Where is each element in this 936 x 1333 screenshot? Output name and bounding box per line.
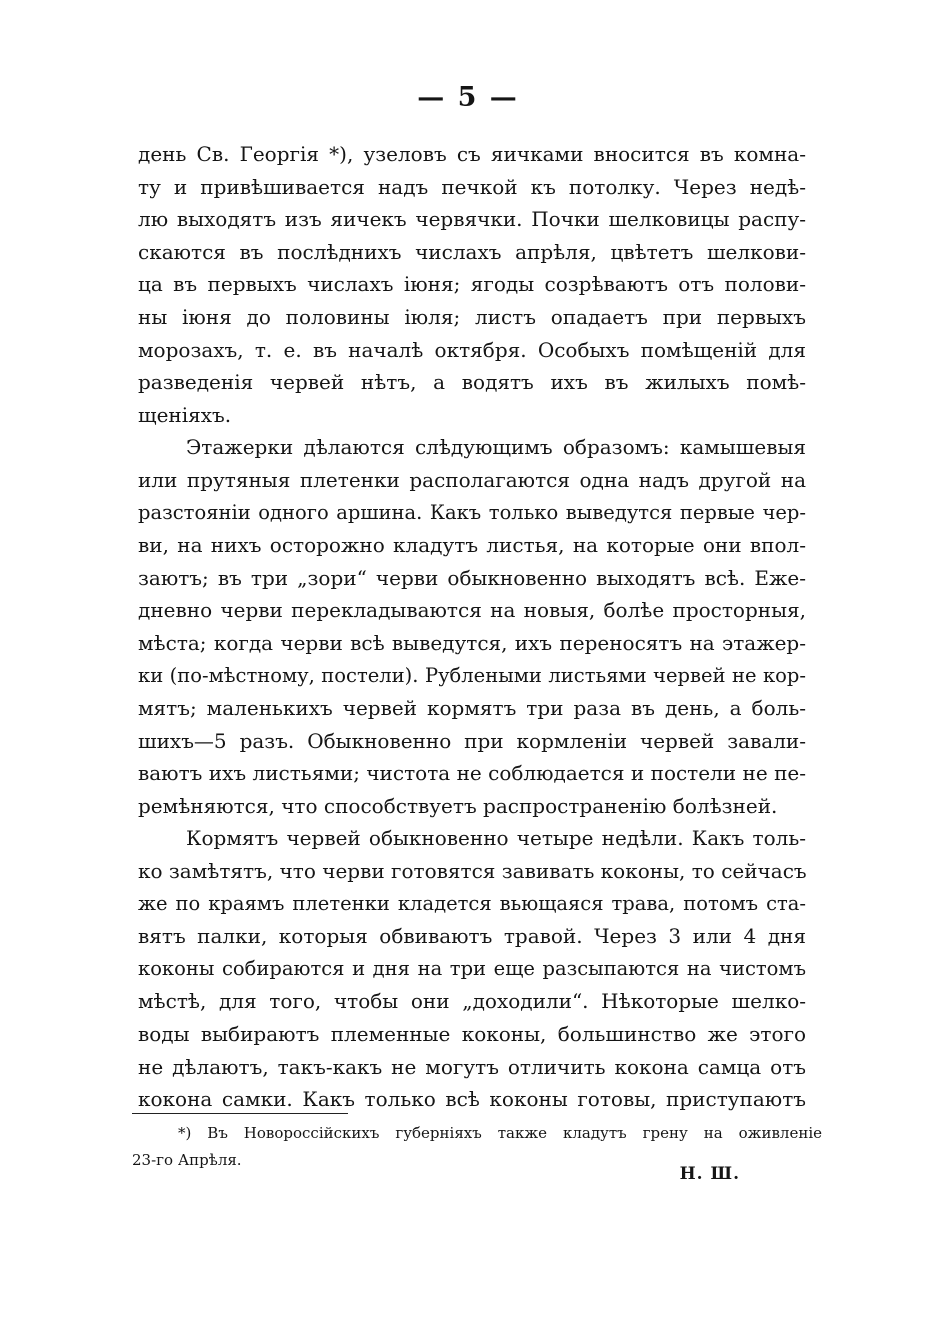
text-line: щеніяхъ. [138,402,232,427]
paragraph-1 [138,138,806,431]
text-line: заютъ; въ три „зори“ черви обыкновенно выходятъ всѣ. Еже- [138,565,806,590]
text-line: разстояніи одного аршина. Какъ только выведутся первые чер- [138,500,806,524]
paragraph-2 [138,431,806,822]
text-line: коконы собираются и дня на три еще разсыпаются на чистомъ [138,956,806,980]
page-number: — 5 — [417,82,519,113]
text-line: ко замѣтятъ, что черви готовятся завивать коконы, то сейчасъ [138,859,807,884]
text-line: вятъ палки, которыя обвиваютъ травой. Через 3 или 4 дня [138,924,806,949]
signature-initials: Н. Ш. [679,1164,740,1184]
text-line: ны іюня до половины іюля; листъ опадаетъ при первыхъ [138,304,806,329]
text-line: лю выходятъ изъ яичекъ червячки. Почки шелковицы распу- [138,207,806,232]
text-line: ваютъ ихъ листьями; чистота не соблюдается и постели не пе- [138,761,806,786]
body-text [138,138,806,1116]
text-line: ки (по-мѣстному, постели). Рублеными листьями червей не кор- [138,663,806,687]
text-line: мѣста; когда черви всѣ выведутся, ихъ переносятъ на этажер- [138,630,806,655]
text-line: или прутяныя плетенки располагаются одна надъ другой на [138,467,806,492]
text-line: день Св. Георгія *), узеловъ съ яичками вносится въ комна- [138,142,806,166]
footnote-line: *) Въ Новороссійскихъ губерніяхъ также кладутъ грену на оживленіе [178,1124,822,1142]
text-line: скаются въ послѣднихъ числахъ апрѣля, цвѣтетъ шелкови- [138,239,806,264]
text-line: морозахъ, т. е. въ началѣ октября. Особыхъ помѣщеній для [138,337,806,362]
text-line: дневно черви перекладываются на новыя, болѣе просторныя, [138,598,806,623]
text-line: разведенія червей нѣтъ, а водятъ ихъ въ жилыхъ помѣ- [138,370,806,395]
text-line: же по краямъ плетенки кладется вьющаяся трава, потомъ ста- [138,891,806,915]
text-line: воды выбираютъ племенные коконы, большинство же этого [138,1022,806,1047]
text-line: кокона самки. Какъ только всѣ коконы готовы, приступаютъ [138,1087,806,1112]
text-line: не дѣлаютъ, такъ-какъ не могутъ отличить кокона самца отъ [138,1054,806,1079]
text-line: ту и привѣшивается надъ печкой къ потолку. Через недѣ- [138,174,806,199]
footnote-line: 23-го Апрѣля. [132,1151,242,1169]
text-line: мѣстѣ, для того, чтобы они „доходили“. Нѣкоторые шелко- [138,989,806,1014]
footnote-divider [132,1113,348,1114]
text-line: ви, на нихъ осторожно кладутъ листья, на которые они впол- [138,533,806,558]
text-line: мятъ; маленькихъ червей кормятъ три раза въ день, а боль- [138,696,806,721]
text-line: ремѣняются, что способствуетъ распространенію болѣзней. [138,793,778,818]
text-line: ца въ первыхъ числахъ іюня; ягоды созрѣваютъ отъ полови- [138,272,806,297]
text-line: Кормятъ червей обыкновенно четыре недѣли. Какъ толь- [186,826,806,851]
text-line: шихъ—5 разъ. Обыкновенно при кормленіи червей завали- [138,728,806,753]
paragraph-3 [138,822,806,1115]
text-line: Этажерки дѣлаются слѣдующимъ образомъ: камышевыя [186,435,806,460]
